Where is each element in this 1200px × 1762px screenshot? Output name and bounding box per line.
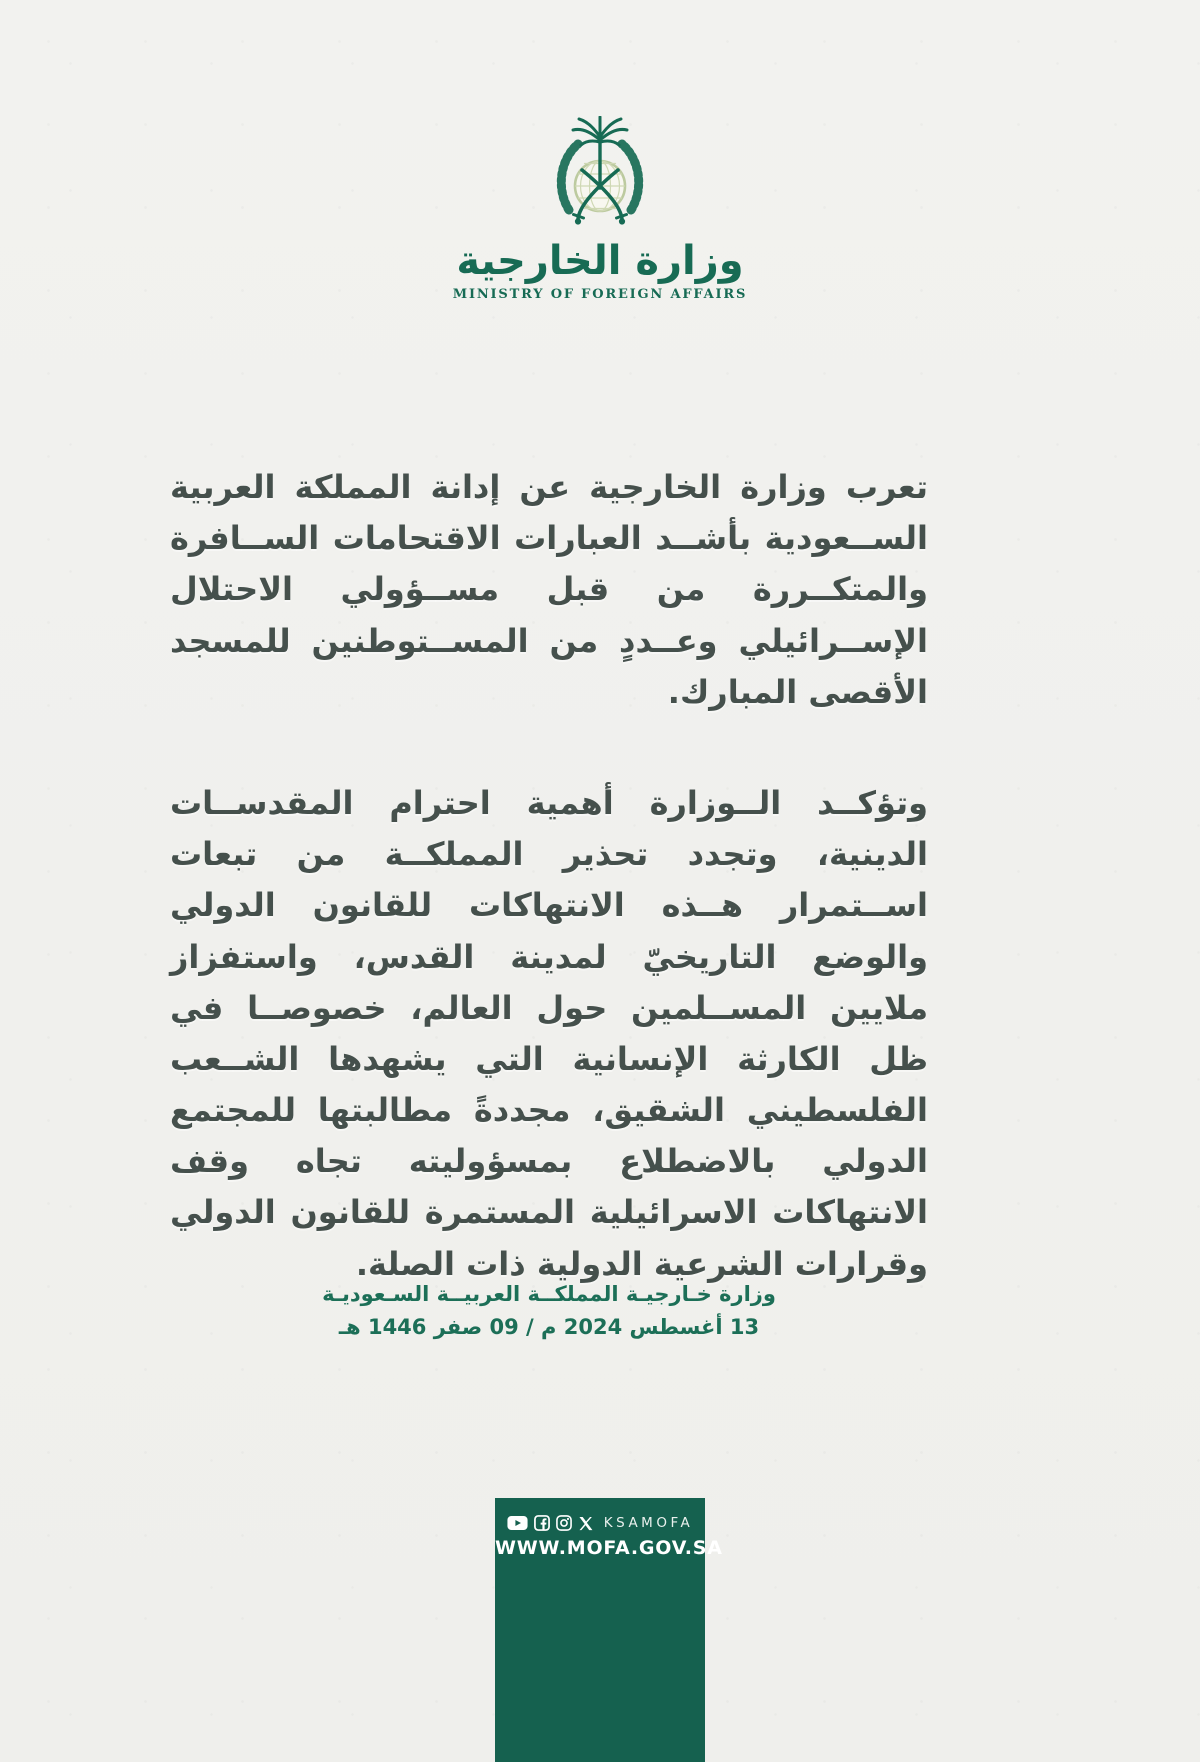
statement-date: 13 أغسطس 2024 م / 09 صفر 1446 هـ bbox=[338, 1315, 760, 1339]
youtube-icon bbox=[507, 1515, 528, 1531]
statement-body bbox=[170, 462, 928, 1350]
signature-block bbox=[150, 1282, 948, 1339]
footer-banner bbox=[495, 1498, 723, 1762]
signature-line: وزارة خـارجيـة المملكــة العربيــة السـعوديـة bbox=[322, 1282, 776, 1306]
website-url: WWW.MOFA.GOV.SA bbox=[495, 1537, 723, 1559]
social-icons-row bbox=[495, 1512, 705, 1534]
mofa-emblem-icon bbox=[538, 116, 662, 236]
facebook-icon bbox=[534, 1515, 550, 1531]
statement-paragraph-2: وتؤكــد الــوزارة أهمية احترام المقدســات الدينية، وتجدد تحذير المملكــة من تبعات اســتمرار هــذه الانتهاكات للقانون الدولي والوضع التاريخيّ لمدينة القدس، واستفزاز ملايين المســلمين حول العالم، خصوصــا في ظل الكارثة الإنسانية التي يشهدها الشــعب الفلسطيني الشقيق، مجددةً مطالبتها للمجتمع الدولي بالاضطلاع بمسؤوليته تجاه وقف الانتهاكات الاسرائيلية المستمرة للقانون الدولي وقرارات الشرعية الدولية ذات الصلة. bbox=[170, 783, 928, 1283]
ministry-name-arabic: وزارة الخارجية bbox=[456, 238, 744, 284]
statement-paragraph-1: تعرب وزارة الخارجية عن إدانة المملكة العربية الســعودية بأشــد العبارات الاقتحامات الســافرة والمتكــررة من قبل مســؤولي الاحتلال الإســرائيلي وعــددٍ من المســتوطنين للمسجد الأقصى المبارك. bbox=[170, 468, 928, 711]
mofa-logo-block bbox=[0, 116, 1200, 302]
x-icon bbox=[578, 1516, 594, 1531]
social-handle-label: KSAMOFA bbox=[603, 1515, 694, 1531]
instagram-icon bbox=[556, 1515, 572, 1531]
ministry-name-english: MINISTRY OF FOREIGN AFFAIRS bbox=[452, 287, 748, 302]
